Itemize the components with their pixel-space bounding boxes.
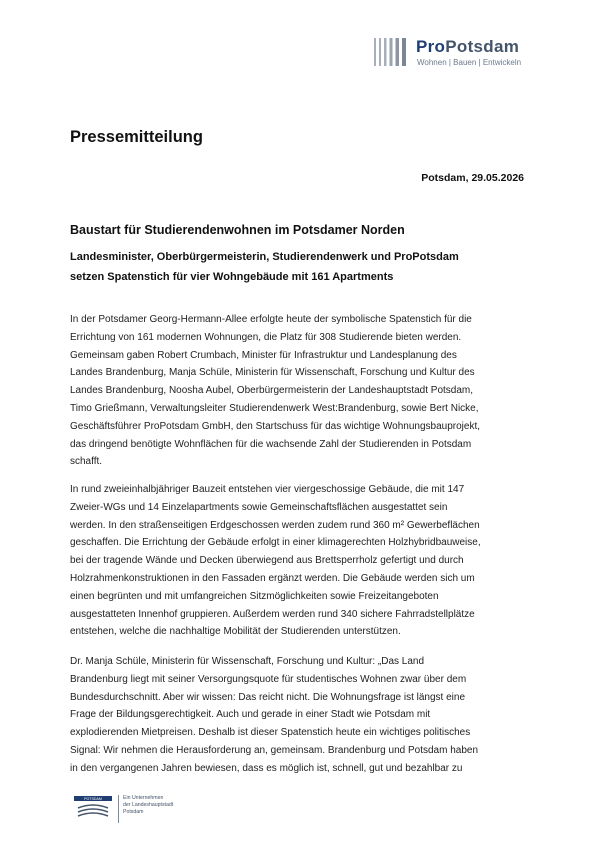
text-line: Brandenburg liegt mit seiner Versorgungsquote für studentisches Wohnen zwar über dem — [70, 673, 467, 685]
place-date: Potsdam, 29.05.2026 — [421, 172, 524, 184]
logo-wordmark-pro: Pro — [416, 37, 446, 56]
text-line: Frage der Bildungsgerechtigkeit. Auch und gerade in einer Stadt wie Potsdam mit — [70, 709, 431, 721]
text-line: in den vergangenen Jahren bewiesen, dass es möglich ist, schnell, gut und bezahlbar zu — [70, 762, 463, 774]
subheadline-line: setzen Spatenstich für vier Wohngebäude mit 161 Apartments — [70, 271, 394, 283]
logo-wordmark — [416, 37, 519, 57]
text-line: In der Potsdamer Georg-Hermann-Allee erfolgte heute der symbolische Spatenstich für die — [70, 314, 472, 325]
footer-line: Potsdam — [123, 809, 144, 815]
potsdam-emblem-icon — [72, 795, 114, 821]
text-line: Zweier-WGs und 14 Einzelapartments sowie Gemeinschaftsflächen ausgestattet sein — [70, 501, 448, 513]
text-line: schafft. — [70, 456, 103, 468]
text-line: Holzrahmenkonstruktionen in den Fassaden ergänzt werden. Die Gebäude werden sich um — [70, 572, 475, 584]
text-line: ausgestatteten Innenhof gruppieren. Außerdem werden rund 340 sichere Fahrradstellplätze — [70, 608, 475, 620]
logo-tagline: Wohnen | Bauen | Entwickeln — [417, 58, 522, 67]
body-paragraph — [70, 653, 530, 778]
body-paragraph — [70, 311, 530, 471]
text-line: Signal: Wir nehmen die Herausforderung an, gemeinsam. Brandenburg und Potsdam haben — [70, 744, 479, 756]
footer-logo — [72, 793, 202, 827]
text-line: entstehen, welche die nachhaltige Mobilität der Studierenden unterstützen. — [70, 626, 401, 638]
text-line: Landes Brandenburg, Manja Schüle, Ministerin für Wissenschaft, Forschung und Kultur des — [70, 367, 475, 379]
text-line: Bundesdurchschnitt. Aber wir wissen: Das reicht nicht. Die Wohnungsfrage ist längst eine — [70, 691, 466, 703]
subheadline-line: Landesminister, Oberbürgermeisterin, Studierendenwerk und ProPotsdam — [70, 251, 459, 263]
text-line: einen begrünten und mit umfangreichen Sitzmöglichkeiten sowie Freizeitangeboten — [70, 590, 439, 602]
press-headline: Baustart für Studierendenwohnen im Potsdamer Norden — [70, 223, 405, 237]
logo-bars-icon — [372, 36, 412, 68]
footer-text — [123, 795, 173, 816]
body-paragraph — [70, 481, 530, 641]
text-line: Errichtung von 161 modernen Wohnungen, die Platz für 308 Studierende bieten werden. — [70, 331, 462, 343]
text-line: geschaffen. Die Errichtung der Gebäude erfolgt in einer klimagerechten Holzhybridbauweise, — [70, 537, 481, 549]
footer-divider — [118, 795, 119, 823]
document-title: Pressemitteilung — [70, 128, 203, 146]
text-line: Geschäftsführer ProPotsdam GmbH, den Startschuss für das wichtige Wohnungsbauprojekt, — [70, 420, 481, 432]
text-line: Landes Brandenburg, Noosha Aubel, Oberbürgermeisterin der Landeshauptstadt Potsdam, — [70, 385, 474, 397]
text-line: explodierenden Mietpreisen. Deshalb ist dieser Spatenstich heute ein wichtiges politisches — [70, 727, 471, 739]
text-line: In rund zweieinhalbjähriger Bauzeit entstehen vier viergeschossige Gebäude, die mit 147 — [70, 484, 465, 495]
footer-line: Ein Unternehmen — [123, 795, 164, 801]
text-line: bei der tragende Wände und Decken überwiegend aus Brettsperrholz gefertigt und durch — [70, 555, 464, 567]
text-line: Gemeinsam gaben Robert Crumbach, Minister für Infrastruktur und Landesplanung des — [70, 349, 457, 361]
text-line: Dr. Manja Schüle, Ministerin für Wissenschaft, Forschung und Kultur: „Das Land — [70, 656, 425, 667]
text-line: Timo Grießmann, Verwaltungsleiter Studierendenwerk West:Brandenburg, sowie Bert Nicke, — [70, 402, 479, 414]
emblem-text: POTSDAM — [84, 797, 102, 801]
footer-line: der Landeshauptstadt — [123, 802, 174, 808]
press-subheadline — [70, 247, 459, 287]
logo-wordmark-main: Potsdam — [445, 37, 520, 56]
text-line: das dringend benötigte Wohnflächen für die wachsende Zahl der Studierenden in Potsdam — [70, 438, 472, 450]
propotsdam-logo — [372, 34, 552, 70]
text-line: werden. In den straßenseitigen Erdgeschossen werden zudem rund 360 m² Gewerbeflächen — [70, 519, 480, 531]
